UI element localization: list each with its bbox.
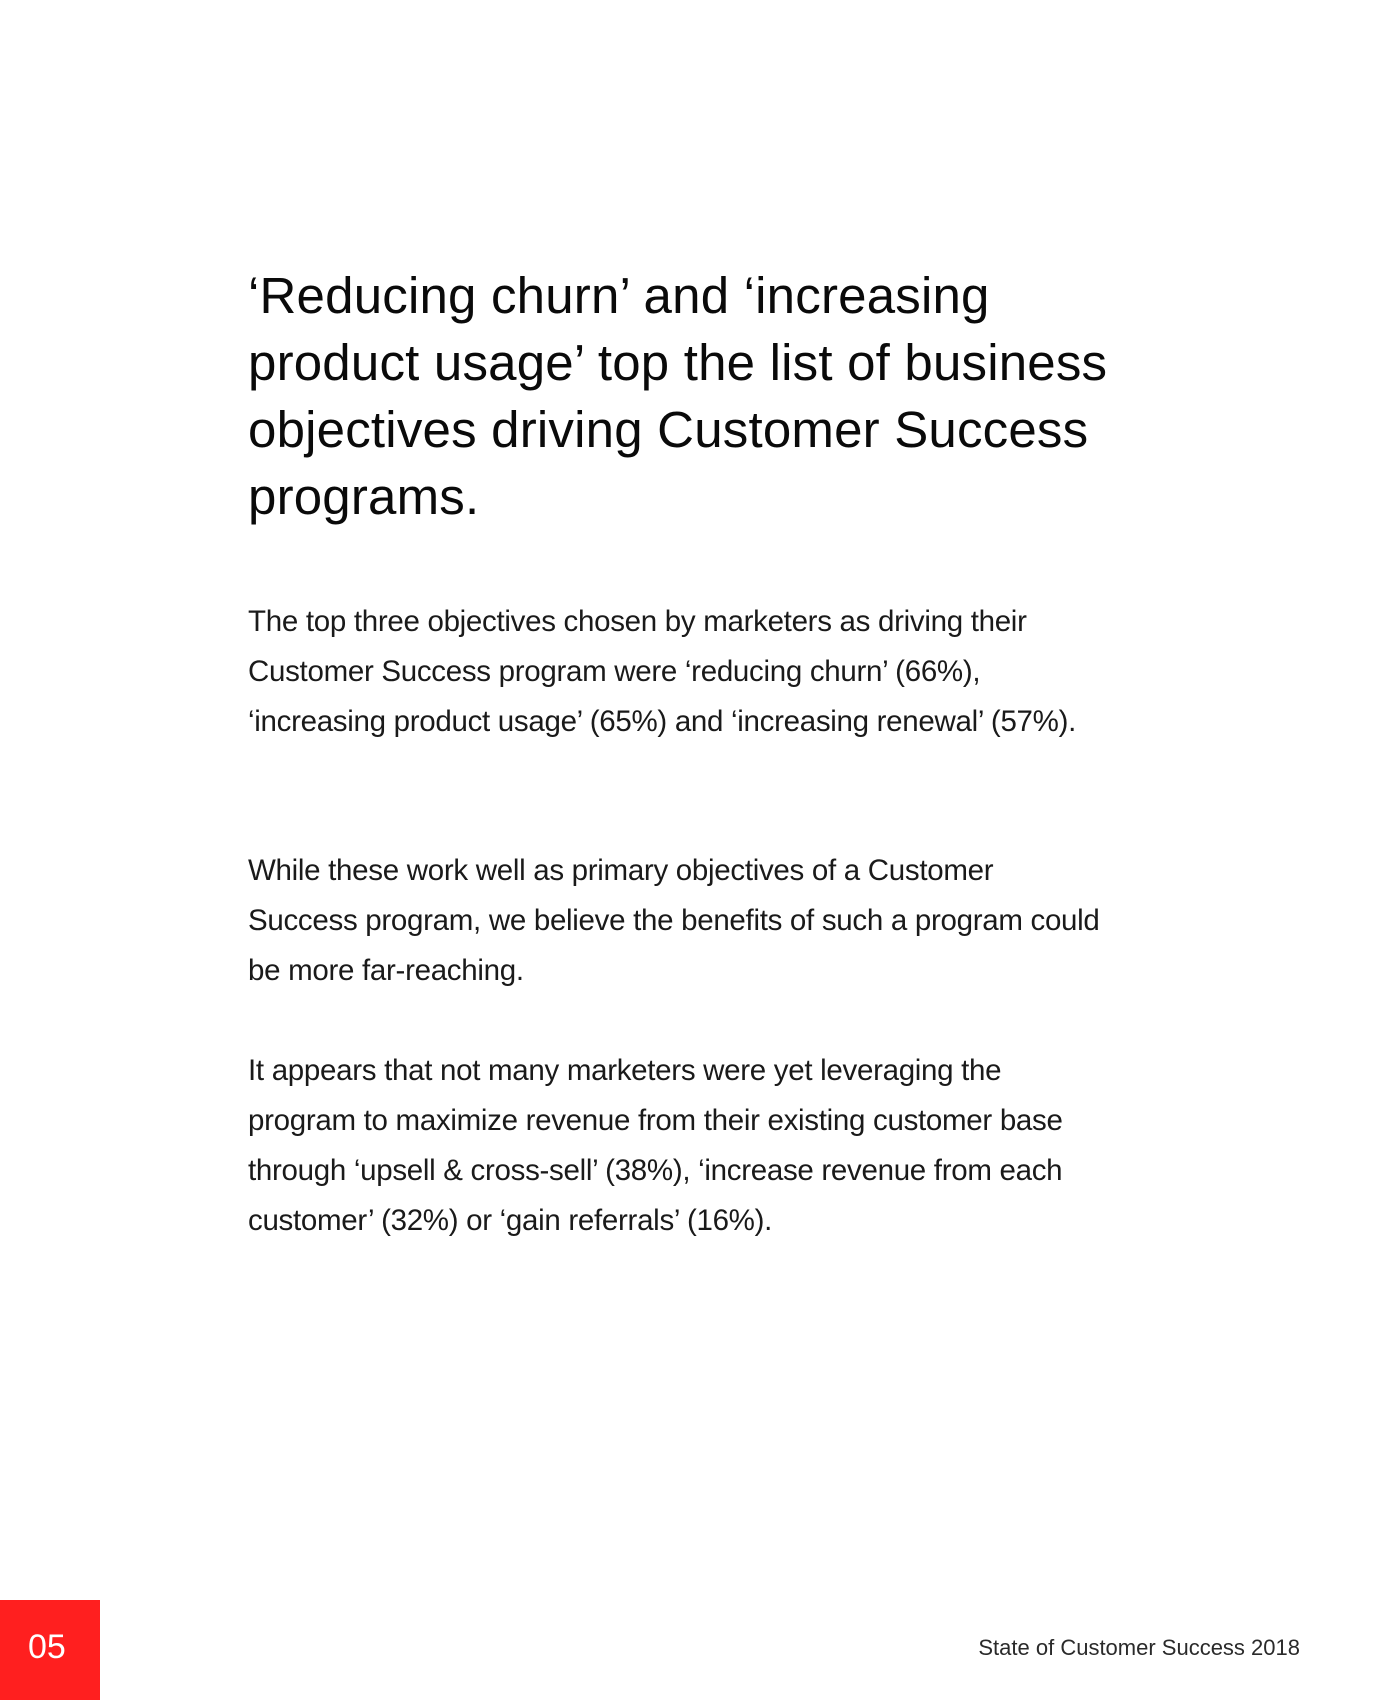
page-number-badge (0, 1600, 100, 1700)
body-paragraph-2: While these work well as primary objectives of a Customer Success program, we believe the benefits of such a program could be more far-reaching. (248, 854, 1100, 987)
body-paragraph-1: The top three objectives chosen by marketers as driving their Customer Success program were ‘reducing churn’ (66%), ‘increasing product usage’ (65%) and ‘increasing renewal’ (57%). (248, 605, 1077, 738)
body-paragraph-3: It appears that not many marketers were yet leveraging the program to maximize revenue from their existing customer base through ‘upsell & cross-sell’ (38%), ‘increase revenue from each customer’ (32%) or ‘gain referrals’ (16%). (248, 1054, 1063, 1237)
headline-container (248, 262, 1108, 530)
page-number: 05 (28, 1628, 66, 1666)
footer-publication-title: State of Customer Success 2018 (978, 1635, 1300, 1660)
page-headline: ‘Reducing churn’ and ‘increasing product usage’ top the list of business objectives driving Customer Success programs. (248, 267, 1108, 525)
